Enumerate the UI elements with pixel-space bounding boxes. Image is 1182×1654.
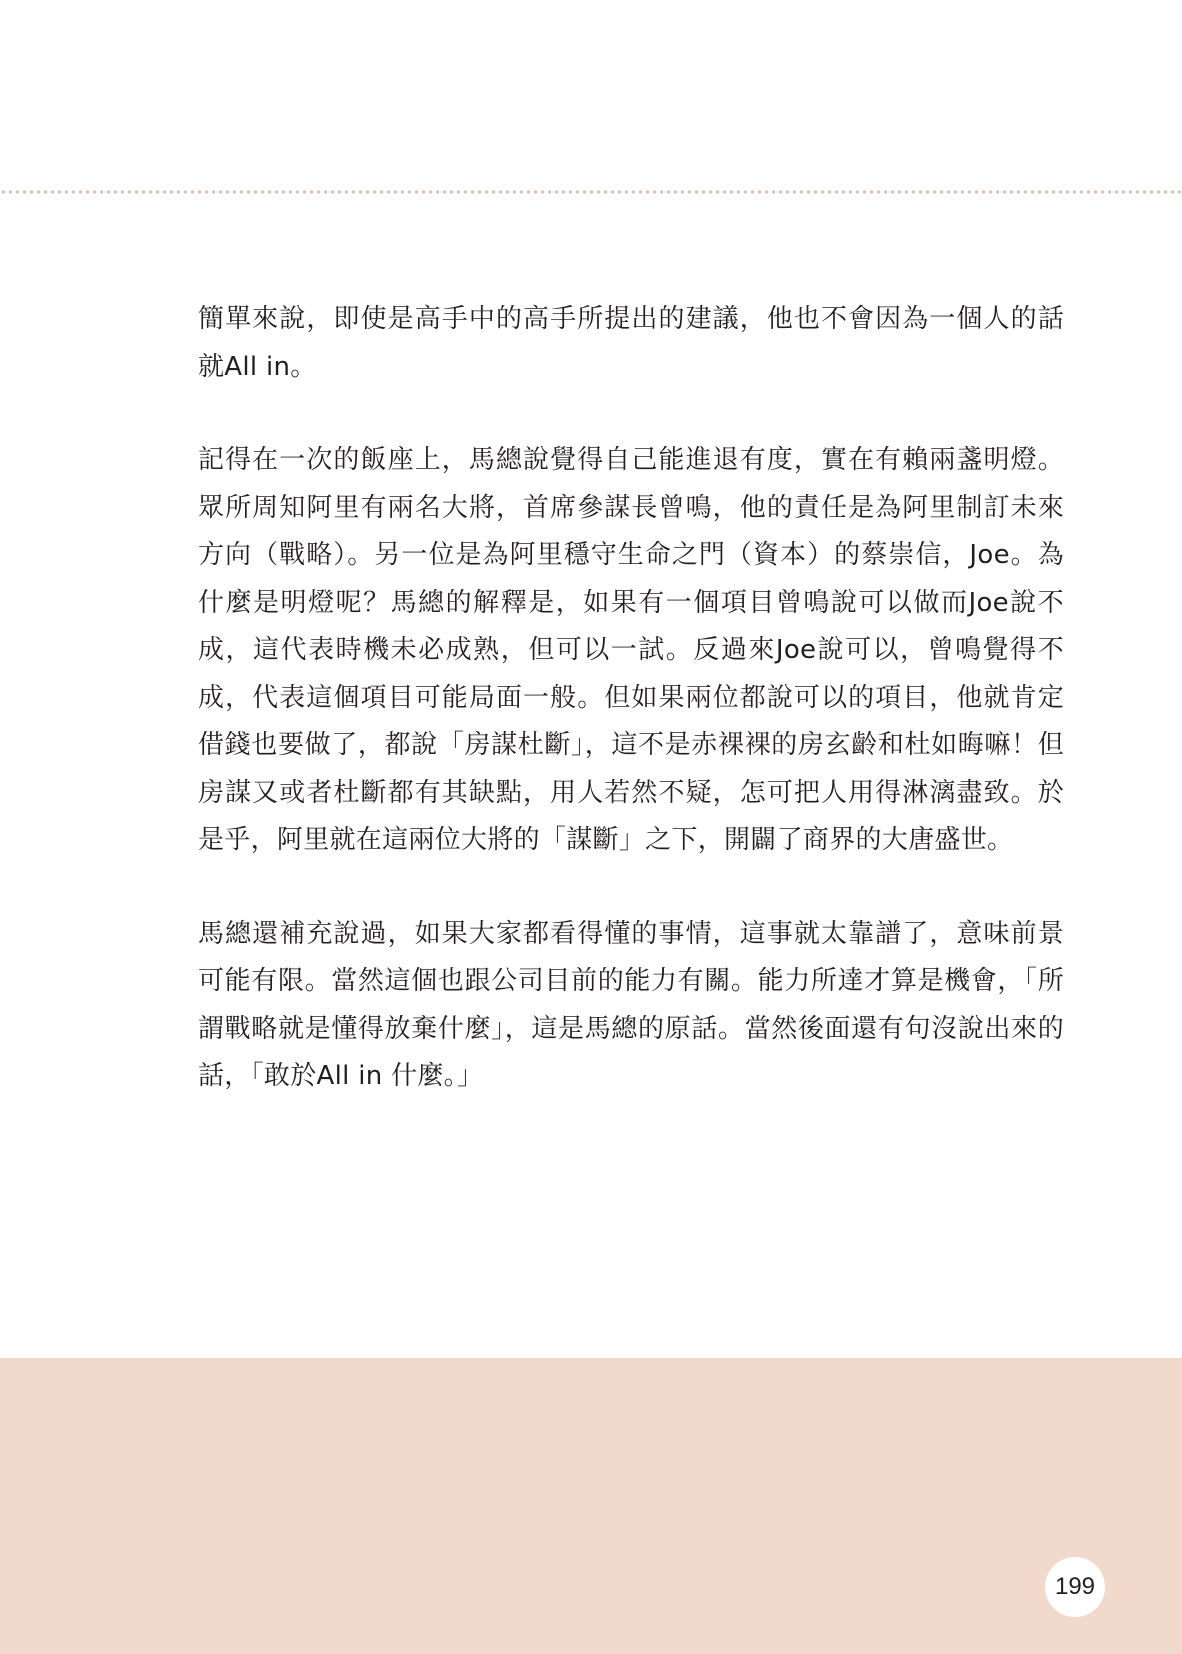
paragraph-1: 簡單來說，即使是高手中的高手所提出的建議，他也不會因為一個人的話就All in。: [198, 304, 1064, 382]
body-text: [198, 296, 1064, 1147]
page-number: 199: [1045, 1557, 1105, 1617]
dotted-divider: [0, 190, 1182, 194]
paragraph-3: 馬總還補充說過，如果大家都看得懂的事情，這事就太靠譜了，意味前景可能有限。當然這個也跟公司目前的能力有關。能力所達才算是機會，「所謂戰略就是懂得放棄什麼」，這是馬總的原話。當然後面還有句沒說出來的話，「敢於All in 什麼。」: [198, 918, 1064, 1091]
footer-band: [0, 1358, 1182, 1654]
paragraph-2: 記得在一次的飯座上，馬總說覺得自己能進退有度，實在有賴兩盞明燈。眾所周知阿里有兩名大將，首席參謀長曾鳴，他的責任是為阿里制訂未來方向（戰略）。另一位是為阿里穩守生命之門（資本）的蔡崇信，Joe。為什麼是明燈呢？馬總的解釋是，如果有一個項目曾鳴說可以做而Joe說不成，這代表時機未必成熟，但可以一試。反過來Joe說可以，曾鳴覺得不成，代表這個項目可能局面一般。但如果兩位都說可以的項目，他就肯定借錢也要做了，都說「房謀杜斷」，這不是赤裸裸的房玄齡和杜如晦嘛！但房謀又或者杜斷都有其缺點，用人若然不疑，怎可把人用得淋漓盡致。於是乎，阿里就在這兩位大將的「謀斷」之下，開闢了商界的大唐盛世。: [198, 445, 1064, 855]
